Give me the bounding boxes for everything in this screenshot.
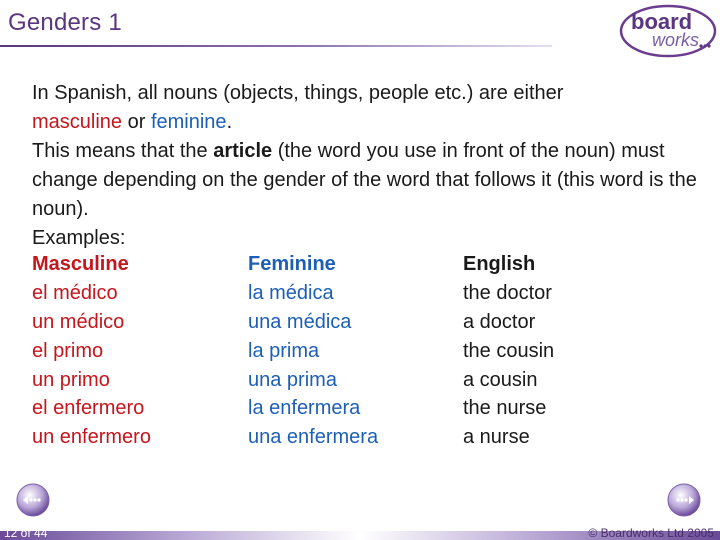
header-feminine: Feminine: [248, 253, 336, 275]
feminine-cell: [248, 337, 319, 366]
feminine-article: la: [248, 281, 264, 304]
feminine-noun: prima: [281, 368, 337, 391]
masculine-noun: enfermero: [47, 397, 145, 420]
english-cell: a nurse: [463, 426, 530, 449]
masculine-cell: [32, 394, 144, 423]
masculine-cell: [32, 279, 118, 308]
feminine-noun: médica: [263, 281, 334, 304]
english-cell: a doctor: [463, 310, 536, 333]
feminine-article: la: [248, 397, 264, 420]
masculine-article: el: [32, 397, 48, 420]
header-masculine: Masculine: [32, 253, 129, 275]
english-cell: the nurse: [463, 397, 547, 420]
word-article: article: [213, 139, 273, 162]
english-cell: the cousin: [463, 339, 555, 362]
masculine-noun: enfermero: [54, 426, 151, 449]
table-header-row: [32, 250, 632, 279]
slide-title: Genders 1: [8, 9, 122, 36]
sentence-part: (the word you use in front of the noun) must change depending on the gender of the word that follows it (this word is the noun).: [32, 139, 697, 220]
feminine-noun: prima: [263, 339, 320, 362]
feminine-noun: enfermera: [263, 397, 361, 420]
masculine-article: un: [32, 368, 55, 391]
feminine-article: una: [248, 310, 282, 333]
feminine-noun: enfermera: [281, 426, 379, 449]
sentence-part: This means that the: [32, 139, 214, 162]
word-feminine: feminine: [150, 110, 227, 133]
header-english: English: [463, 253, 536, 275]
table-row: [32, 394, 632, 423]
feminine-cell: [248, 423, 378, 452]
period: .: [226, 110, 233, 133]
logo-text-works: works: [652, 30, 700, 50]
copyright-notice: © Boardworks Ltd 2005: [588, 526, 714, 540]
feminine-article: la: [248, 339, 264, 362]
word-masculine: masculine: [32, 110, 123, 133]
intro-text: [32, 79, 702, 252]
table-row: [32, 423, 632, 452]
feminine-noun: médica: [281, 310, 352, 333]
feminine-cell: [248, 279, 334, 308]
intro-line-1: In Spanish, all nouns (objects, things, people etc.) are either: [32, 82, 564, 104]
feminine-article: una: [248, 426, 282, 449]
masculine-noun: médico: [54, 310, 125, 333]
masculine-noun: primo: [54, 368, 110, 391]
table-row: [32, 279, 632, 308]
title-divider: [0, 45, 552, 47]
feminine-cell: [248, 394, 360, 423]
page-number: 12 of 44: [4, 526, 48, 540]
masculine-cell: [32, 423, 151, 452]
masculine-article: un: [32, 310, 55, 333]
feminine-article: una: [248, 368, 282, 391]
examples-table: [32, 250, 632, 452]
boardworks-logo: [618, 2, 718, 60]
masculine-noun: médico: [47, 281, 118, 304]
masculine-article: un: [32, 426, 55, 449]
masculine-article: el: [32, 281, 48, 304]
masculine-cell: [32, 337, 103, 366]
next-slide-button[interactable]: [666, 482, 702, 518]
examples-label: Examples:: [32, 226, 126, 249]
intro-sentence-2: [32, 137, 702, 224]
masculine-cell: [32, 366, 110, 395]
feminine-cell: [248, 308, 351, 337]
masculine-cell: [32, 308, 124, 337]
masculine-article: el: [32, 339, 48, 362]
intro-line-2: [32, 108, 702, 137]
table-row: [32, 308, 632, 337]
masculine-noun: primo: [47, 339, 104, 362]
previous-slide-button[interactable]: [15, 482, 51, 518]
feminine-cell: [248, 366, 337, 395]
english-cell: the doctor: [463, 281, 552, 304]
word-or: or: [122, 110, 151, 133]
table-row: [32, 337, 632, 366]
english-cell: a cousin: [463, 368, 538, 391]
table-row: [32, 366, 632, 395]
logo-text-board: board: [631, 9, 693, 34]
